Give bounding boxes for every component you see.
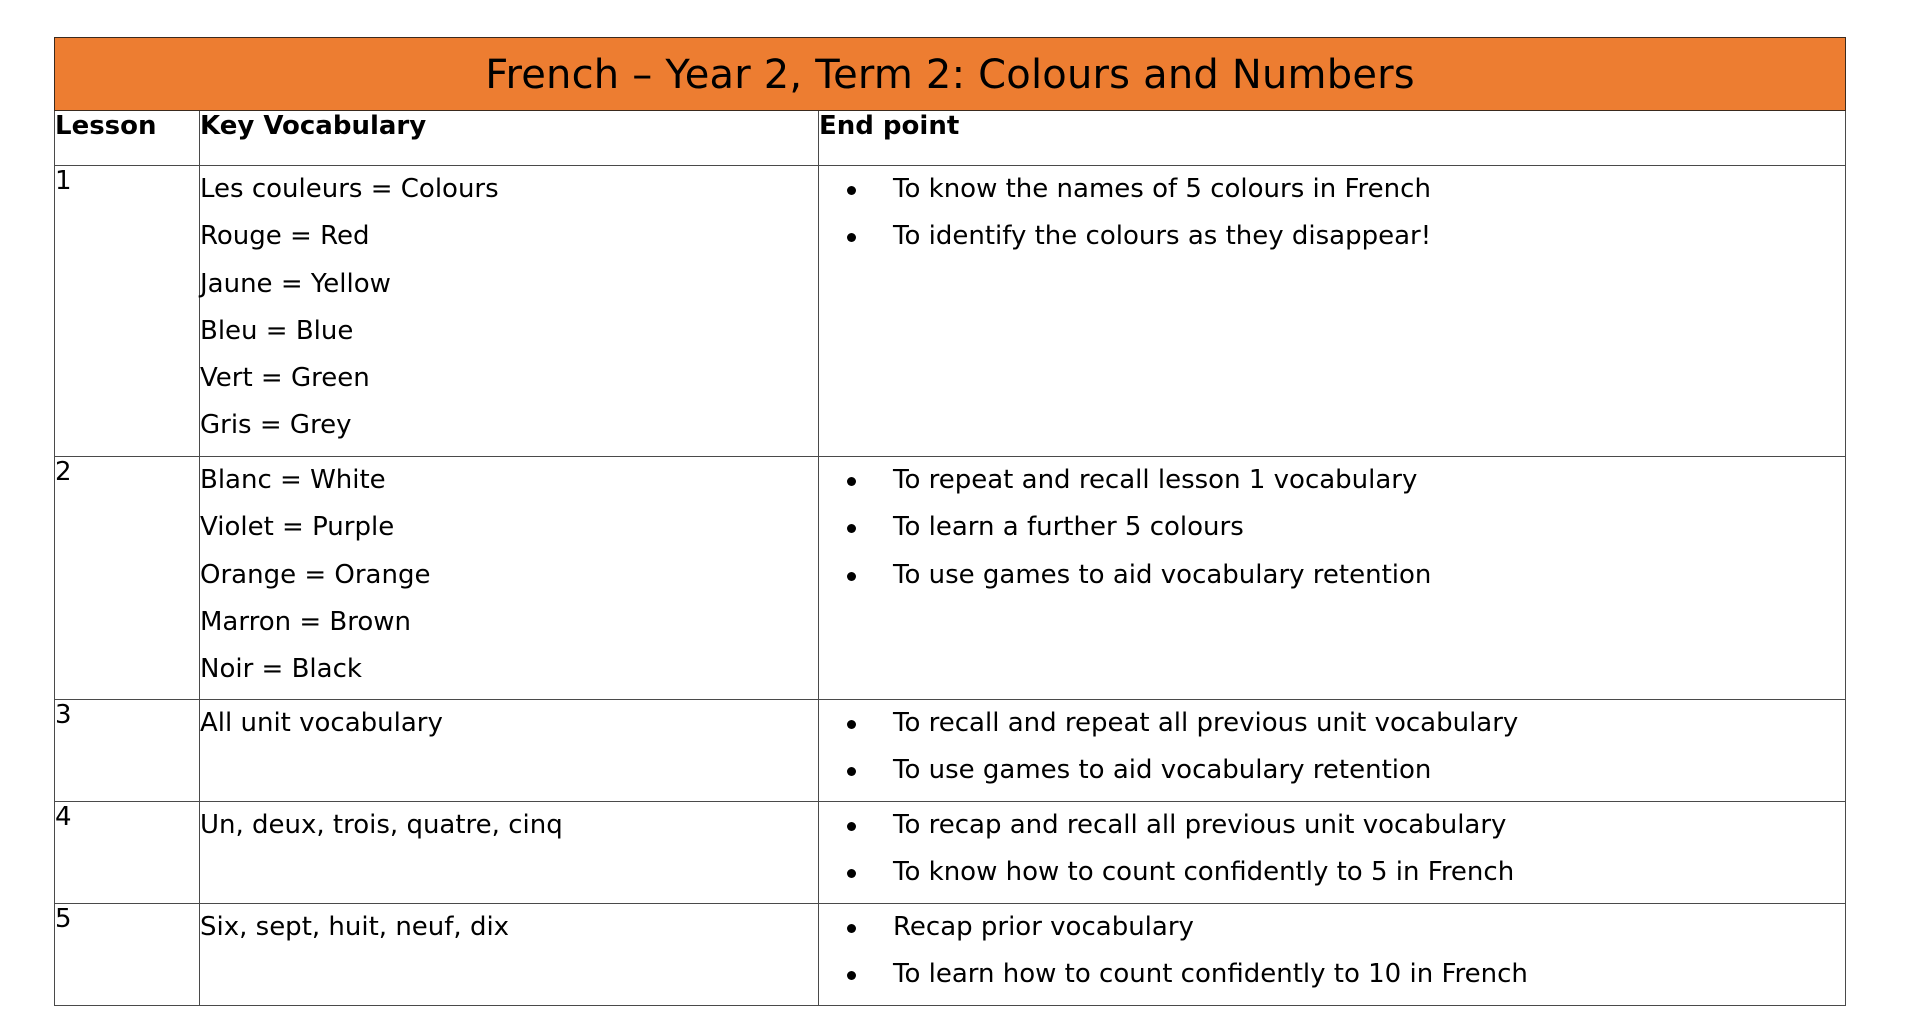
lesson-number: 2 (55, 457, 200, 700)
vocabulary-cell (200, 166, 819, 457)
lesson-number: 3 (55, 700, 200, 802)
table-row-lesson-3 (55, 700, 1846, 802)
table-row-lesson-5 (55, 904, 1846, 1006)
vocabulary-cell (200, 457, 819, 700)
end-point-item (819, 552, 1845, 599)
vocabulary-item: Noir = Black (200, 654, 362, 685)
end-point-item (819, 166, 1845, 213)
bullet-icon (847, 971, 856, 980)
end-point-text: To know the names of 5 colours in French (893, 174, 1431, 204)
end-point-cell (819, 166, 1846, 457)
end-point-text: Recap prior vocabulary (893, 912, 1194, 942)
lesson-number: 5 (55, 904, 200, 1006)
vocabulary-item: Les couleurs = Colours (200, 174, 499, 204)
end-point-item (819, 951, 1845, 998)
vocabulary-item: Six, sept, huit, neuf, dix (200, 912, 510, 942)
end-point-item (819, 747, 1845, 794)
vocabulary-item: Violet = Purple (200, 512, 395, 543)
end-point-item (819, 802, 1845, 849)
bullet-icon (847, 822, 856, 831)
end-point-cell (819, 700, 1846, 802)
document-title: French – Year 2, Term 2: Colours and Numbers (485, 52, 1415, 98)
vocabulary-cell (200, 700, 819, 802)
end-point-text: To use games to aid vocabulary retention (893, 755, 1432, 786)
table-row-lesson-1 (55, 166, 1846, 457)
vocabulary-item: Rouge = Red (200, 221, 370, 252)
bullet-icon (847, 524, 856, 533)
end-point-list (819, 166, 1845, 261)
vocabulary-item: Bleu = Blue (200, 315, 354, 346)
vocabulary-item: Un, deux, trois, quatre, cinq (200, 810, 563, 840)
end-point-item (819, 700, 1845, 747)
vocabulary-item: All unit vocabulary (200, 708, 443, 738)
title-bar (55, 38, 1846, 111)
bullet-icon (847, 720, 856, 729)
end-point-cell (819, 904, 1846, 1006)
column-header-end-point: End point (819, 111, 1846, 166)
end-point-text: To know how to count confidently to 5 in French (893, 857, 1515, 888)
end-point-list (819, 904, 1845, 999)
lesson-plan-table (54, 37, 1846, 1006)
lesson-number: 4 (55, 802, 200, 904)
end-point-text: To use games to aid vocabulary retention (893, 559, 1432, 590)
end-point-text: To recall and repeat all previous unit vocabulary (893, 708, 1519, 738)
end-point-item (819, 904, 1845, 951)
bullet-icon (847, 924, 856, 933)
vocabulary-item: Orange = Orange (200, 559, 431, 590)
end-point-text: To recap and recall all previous unit vocabulary (893, 810, 1507, 840)
header-row (55, 111, 1846, 166)
table-row-lesson-2 (55, 457, 1846, 700)
vocabulary-item: Marron = Brown (200, 606, 412, 637)
end-point-cell (819, 457, 1846, 700)
end-point-list (819, 457, 1845, 599)
vocabulary-item: Gris = Grey (200, 410, 352, 441)
vocabulary-cell (200, 802, 819, 904)
end-point-item (819, 849, 1845, 896)
end-point-item (819, 213, 1845, 260)
bullet-icon (847, 869, 856, 878)
end-point-cell (819, 802, 1846, 904)
bullet-icon (847, 572, 856, 581)
vocabulary-item: Jaune = Yellow (200, 268, 391, 299)
bullet-icon (847, 477, 856, 486)
vocabulary-cell (200, 904, 819, 1006)
end-point-list (819, 700, 1845, 795)
end-point-item (819, 457, 1845, 504)
end-point-text: To identify the colours as they disappear! (893, 221, 1432, 252)
column-header-key-vocabulary: Key Vocabulary (200, 111, 819, 166)
title-row (55, 38, 1846, 111)
column-header-lesson: Lesson (55, 111, 200, 166)
bullet-icon (847, 767, 856, 776)
vocabulary-item: Blanc = White (200, 465, 386, 495)
end-point-text: To repeat and recall lesson 1 vocabulary (893, 465, 1418, 495)
curriculum-sheet (54, 37, 1846, 1006)
end-point-list (819, 802, 1845, 897)
end-point-item (819, 504, 1845, 551)
bullet-icon (847, 186, 856, 195)
lesson-number: 1 (55, 166, 200, 457)
end-point-text: To learn a further 5 colours (893, 512, 1244, 543)
end-point-text: To learn how to count confidently to 10 in French (893, 959, 1528, 990)
bullet-icon (847, 233, 856, 242)
vocabulary-item: Vert = Green (200, 363, 370, 394)
table-row-lesson-4 (55, 802, 1846, 904)
